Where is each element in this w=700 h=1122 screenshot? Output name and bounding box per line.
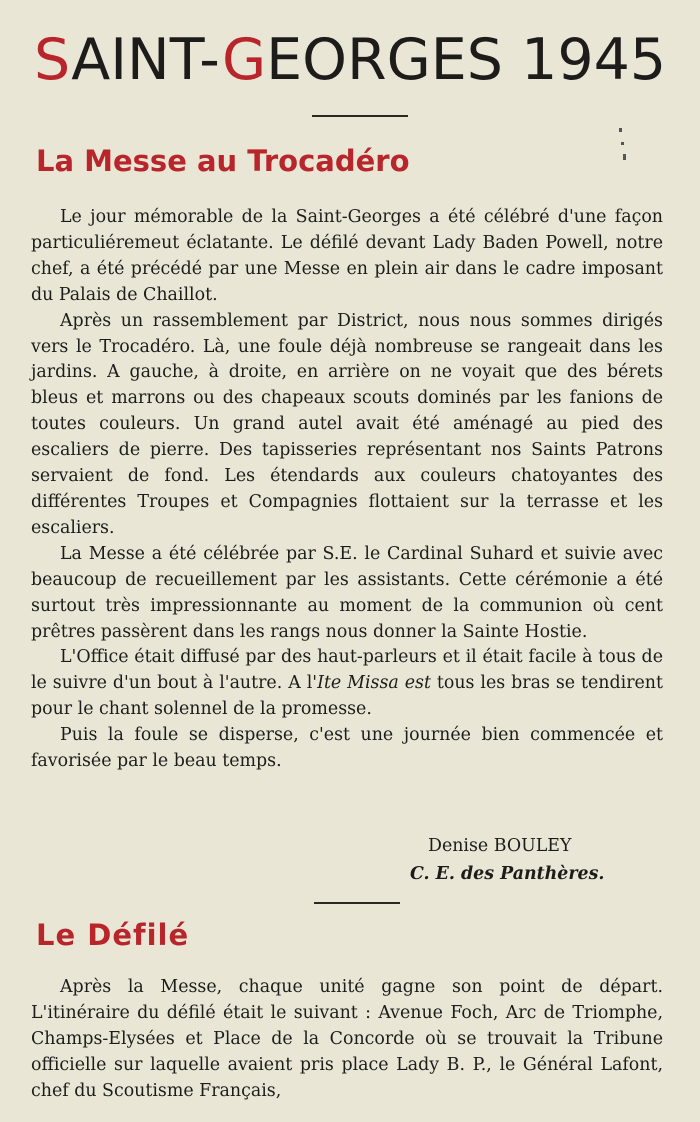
divider-middle (314, 902, 400, 904)
masthead-title (34, 27, 667, 93)
author-group: C. E. des Panthères. (410, 864, 605, 884)
print-speck (621, 142, 624, 145)
author-name: Denise BOULEY (428, 836, 572, 856)
article-messe (31, 205, 663, 775)
paragraph: La Messe a été célébrée par S.E. le Cardinal Suhard et suivie avec beaucoup de recueillement par les assistants. Cette cérémonie a été surtout très impressionnante au moment de la communion où cent prêtres passèrent dans les rangs nous donner la Sainte Hostie. (31, 543, 663, 642)
paragraph: Puis la foule se disperse, c'est une journée bien commencée et favorisée par le beau temps. (31, 725, 663, 772)
paragraph: Après un rassemblement par District, nous nous sommes dirigés vers le Trocadéro. Là, une foule déjà nombreuse se rangeait dans les jardins. A gauche, à droite, en arrière on ne voyait que des bérets bleus et marrons ou des chapeaux scouts dominés par les fanions de toutes couleurs. Un grand autel avait été aménagé au pied des escaliers de pierre. Des tapisseries représentant nos Saints Patrons servaient de fond. Les étendards aux couleurs chatoyantes des différentes Troupes et Compagnies flottaient sur la terrasse et les escaliers. (31, 310, 663, 538)
print-speck (619, 128, 622, 132)
paragraph: Le jour mémorable de la Saint-Georges a été célébré d'une façon particuliéremeut éclatante. Le défilé devant Lady Baden Powell, notre chef, a été précédé par une Messe en plein air dans le cadre imposant du Palais de Chaillot. (31, 207, 663, 305)
latin-phrase: Ite Missa est (317, 673, 431, 694)
masthead-part2: EORGES 1945 (266, 27, 667, 93)
paragraph-text: tous les bras se tendirent pour le chant solennel de la promesse. (31, 673, 663, 720)
masthead-part1: AINT- (71, 27, 222, 93)
section-heading-messe: La Messe au Trocadéro (36, 144, 410, 178)
print-speck (623, 154, 626, 160)
paragraph (31, 645, 663, 723)
divider-top (312, 115, 408, 117)
masthead-initial-g: G (221, 27, 267, 93)
section-heading-defile: Le Défilé (36, 918, 190, 952)
article-defile (31, 975, 663, 1105)
masthead-initial-s: S (34, 27, 72, 93)
paragraph: Après la Messe, chaque unité gagne son point de départ. L'itinéraire du défilé était le suivant : Avenue Foch, Arc de Triomphe, Champs-Elysées et Place de la Concorde où se trouvait la Tribune officielle sur laquelle avaient pris place Lady B. P., le Général Lafont, chef du Scoutisme Français, (31, 977, 663, 1101)
paragraph-text: L'Office était diffusé par des haut-parleurs et il était facile à tous de le suivre d'un bout à l'autre. A l' (31, 647, 663, 694)
